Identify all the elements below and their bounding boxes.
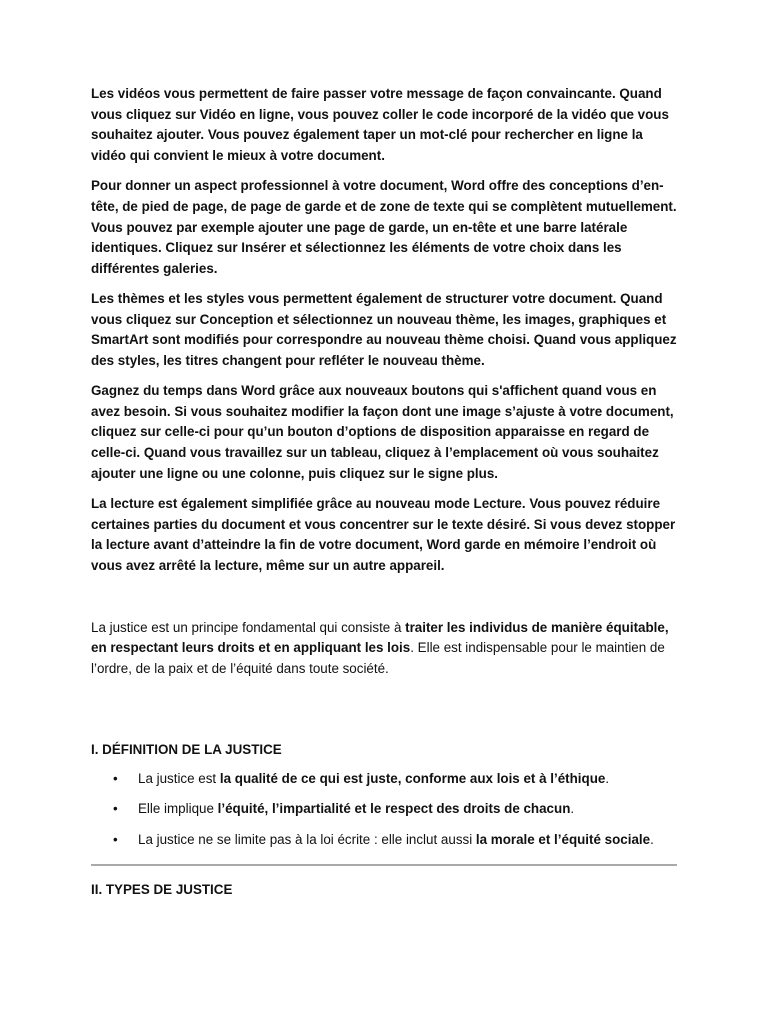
section-heading-types: II. TYPES DE JUSTICE: [91, 881, 233, 897]
paragraph-justice-intro: [91, 618, 677, 680]
paragraph-save-time: Gagnez du temps dans Word grâce aux nouveaux boutons qui s'affichent quand vous en avez besoin. Si vous souhaitez modifier la façon dont une image s’ajuste à votre document, cliquez sur celle-ci pour qu’un bouton d’options de disposition apparaisse en regard de celle-ci. Quand vous travaillez sur un tableau, cliquez à l’emplacement où vous souhaitez ajouter une ligne ou une colonne, puis cliquez sur le signe plus.: [91, 383, 674, 481]
paragraph-videos: Les vidéos vous permettent de faire passer votre message de façon convaincante. Quand vous cliquez sur Vidéo en ligne, vous pouvez coller le code incorporé de la vidéo que vous souhaitez ajouter. Vous pouvez également taper un mot-clé pour rechercher en ligne la vidéo qui convient le mieux à votre document.: [91, 86, 669, 164]
section-heading-definition: I. DÉFINITION DE LA JUSTICE: [91, 741, 282, 757]
paragraph-reading-mode: La lecture est également simplifiée grâce au nouveau mode Lecture. Vous pouvez réduire certaines parties du document et vous concentrer sur le texte désiré. Si vous devez stopper la lecture avant d’atteindre la fin de votre document, Word garde en mémoire l’endroit où vous avez arrêté la lecture, même sur un autre appareil.: [91, 495, 676, 573]
justice-intro-text-1: La justice est un principe fondamental qui consiste à: [91, 619, 406, 635]
bullet-text: La justice est: [138, 770, 220, 786]
paragraph-themes-styles: Les thèmes et les styles vous permettent également de structurer votre document. Quand vous cliquez sur Conception et sélectionnez un nouveau thème, les images, graphiques et SmartArt sont modifiés pour correspondre au nouveau thème choisi. Quand vous appliquez des styles, les titres changent pour refléter le nouveau thème.: [91, 290, 677, 369]
bullet-text-bold: la morale et l’équité sociale: [475, 831, 651, 847]
list-item: [91, 769, 677, 789]
bullet-text: Elle implique: [138, 801, 218, 817]
justice-intro-bold: traiter les individus de manière équitable, en respectant leurs droits et en appliquant les lois: [91, 619, 669, 656]
bullet-text-end: .: [570, 801, 575, 817]
bullet-text-bold: l’équité, l’impartialité et le respect des droits de chacun: [217, 801, 571, 817]
horizontal-rule: [91, 864, 677, 866]
paragraph-professional-aspect: Pour donner un aspect professionnel à votre document, Word offre des conceptions d’en-tête, de pied de page, de page de garde et de zone de texte qui se complètent mutuellement. Vous pouvez par exemple ajouter une page de garde, un en-tête et une barre latérale identiques. Cliquez sur Insérer et sélectionnez les éléments de votre choix dans les différentes galeries.: [91, 178, 677, 276]
bullet-text-end: .: [650, 831, 654, 847]
list-item: [91, 799, 677, 819]
bullet-text: La justice ne se limite pas à la loi écrite : elle inclut aussi: [138, 831, 476, 847]
bullet-text-end: .: [605, 770, 610, 786]
bullet-icon: •: [113, 801, 118, 817]
list-item: [91, 830, 677, 850]
bullet-icon: •: [113, 831, 118, 847]
document-page: [91, 84, 677, 900]
bullet-text-bold: la qualité de ce qui est juste, conforme aux lois et à l’éthique: [219, 770, 606, 786]
bullet-icon: •: [113, 770, 118, 786]
definition-bullet-list: [91, 769, 677, 850]
justice-intro-text-2: . Elle est indispensable pour le maintien de l’ordre, de la paix et de l’équité dans toute société.: [91, 640, 665, 677]
